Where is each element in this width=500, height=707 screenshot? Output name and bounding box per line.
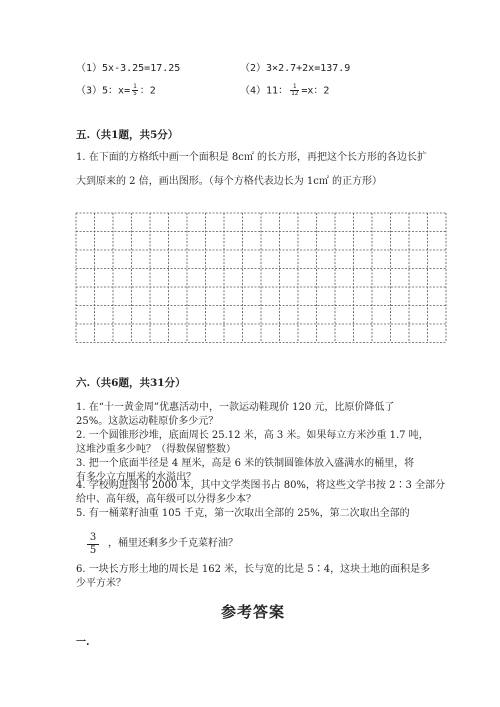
section-6-line-7: 4. 学校购进图书 2000 本，其中文学类图书占 80%，将这些文学书按 2∶3 全部分 [76, 480, 446, 491]
equation-3-fraction [132, 84, 138, 97]
answer-section-1: 一. [76, 637, 90, 648]
section-6-line-8: 给中、高年级，高年级可以分得多少本？ [76, 494, 256, 505]
equation-3-frac-num: 1 [133, 83, 137, 90]
equation-4-fraction [290, 84, 299, 97]
equation-4-label: （4） [240, 85, 267, 97]
q5-frac-den: 5 [89, 545, 97, 556]
equation-1-text: 5x-3.25=17.25 [102, 63, 181, 74]
section-6-q6-line2: 少平方米？ [76, 578, 126, 589]
equation-4-frac-den: 12 [291, 90, 299, 97]
section-5-heading: 五.（共1题，共5分） [76, 129, 179, 141]
section-6-line-5: 3. 把一个底面半径是 4 厘米，高是 6 米的铁制圆锥体放入盛满水的桶里，将 [76, 458, 415, 469]
equation-4 [240, 84, 329, 99]
equation-1 [76, 62, 180, 76]
section-6-line-9: 5. 有一桶菜籽油重 105 千克，第一次取出全部的 25%，第二次取出全部的 [76, 508, 410, 519]
section-5-q1-line2: 大到原来的 2 倍，画出图形。（每个方格代表边长为 1c㎡ 的正方形） [76, 176, 383, 187]
section-6-line-4: 这堆沙重多少吨？（得数保留整数） [76, 444, 236, 455]
section-6-heading: 六.（共6题，共31分） [76, 377, 186, 389]
equation-4-frac-num: 1 [290, 84, 299, 91]
q5-fraction [87, 532, 99, 557]
section-6-line-1: 1. 在“十一黄金周”优惠活动中，一款运动鞋现价 120 元，比原价降低了 [76, 402, 395, 413]
square-grid-paper [75, 212, 447, 348]
q5-frac-num: 3 [87, 532, 99, 545]
answer-title: 参考答案 [221, 603, 286, 621]
equation-2-text: 3×2.7+2x=137.9 [266, 63, 351, 74]
section-6-q6-line1: 6. 一块长方形土地的周长是 162 米，长与宽的比是 5∶4，这块土地的面积是多 [76, 564, 431, 575]
equation-4-post: =x：2 [301, 85, 330, 97]
equation-3-label: （3） [76, 85, 103, 97]
equation-3 [76, 84, 156, 99]
section-6-line-3: 2. 一个圆锥形沙堆，底面周长 25.12 米，高 3 米。如果每立方米沙重 1.7 吨， [76, 430, 429, 441]
equation-1-label: （1） [76, 63, 103, 74]
equation-3-pre: 5：x= [102, 85, 131, 97]
section-6-q5-tail: ，桶里还剩多少千克菜籽油？ [108, 538, 238, 549]
equation-3-frac-den: 5 [133, 90, 137, 97]
equation-2-label: （2） [240, 63, 267, 74]
equation-3-post: ：2 [139, 85, 156, 97]
section-6-line-6: 有多少立方厘米的水溢出？ [76, 472, 196, 483]
equation-2 [240, 62, 350, 76]
section-6-line-2: 25%。这款运动鞋原价多少元？ [76, 416, 219, 427]
equation-4-pre: 11： [266, 85, 289, 97]
section-5-q1-line1: 1. 在下面的方格纸中画一个面积是 8c㎡ 的长方形，再把这个长方形的各边长扩 [76, 152, 428, 163]
